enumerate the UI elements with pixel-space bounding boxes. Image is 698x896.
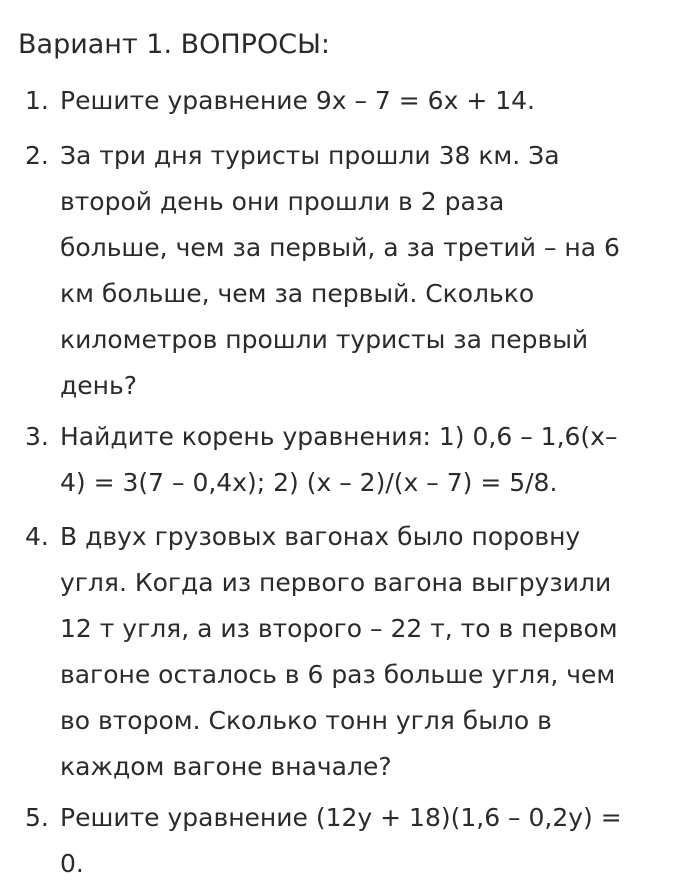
- question-text-line: Решите уравнение (12y + 18)(1,6 – 0,2y) =: [60, 803, 622, 832]
- question-text-line: день?: [60, 371, 138, 400]
- question-text-line: км больше, чем за первый. Сколько: [60, 279, 535, 308]
- question-number: 1.: [25, 86, 49, 115]
- question-2: [25, 133, 685, 409]
- question-text-line: 12 т угля, а из второго – 22 т, то в первом: [60, 614, 618, 643]
- question-text-line: В двух грузовых вагонах было поровну: [60, 522, 581, 551]
- question-1: [25, 78, 685, 124]
- question-text-line: каждом вагоне вначале?: [60, 752, 392, 781]
- question-number: 5.: [25, 803, 49, 832]
- question-text-line: угля. Когда из первого вагона выгрузили: [60, 568, 612, 597]
- question-text-line: Решите уравнение 9x – 7 = 6x + 14.: [60, 86, 535, 115]
- question-text-line: Найдите корень уравнения: 1) 0,6 – 1,6(x–: [60, 422, 618, 451]
- question-text-line: За три дня туристы прошли 38 км. За: [60, 141, 560, 170]
- question-text-line: 4) = 3(7 – 0,4x); 2) (x – 2)/(x – 7) = 5/8.: [60, 468, 558, 497]
- question-text-line: во втором. Сколько тонн угля было в: [60, 706, 552, 735]
- question-number: 2.: [25, 141, 49, 170]
- question-3: [25, 414, 685, 506]
- question-text-line: вагоне осталось в 6 раз больше угля, чем: [60, 660, 616, 689]
- question-text-line: 0.: [60, 849, 84, 878]
- question-4: [25, 514, 685, 790]
- question-text-line: больше, чем за первый, а за третий – на 6: [60, 233, 620, 262]
- question-number: 4.: [25, 522, 49, 551]
- page-title: Вариант 1. ВОПРОСЫ:: [18, 29, 330, 60]
- question-5: [25, 795, 685, 887]
- question-text-line: километров прошли туристы за первый: [60, 325, 589, 354]
- question-text-line: второй день они прошли в 2 раза: [60, 187, 505, 216]
- question-number: 3.: [25, 422, 49, 451]
